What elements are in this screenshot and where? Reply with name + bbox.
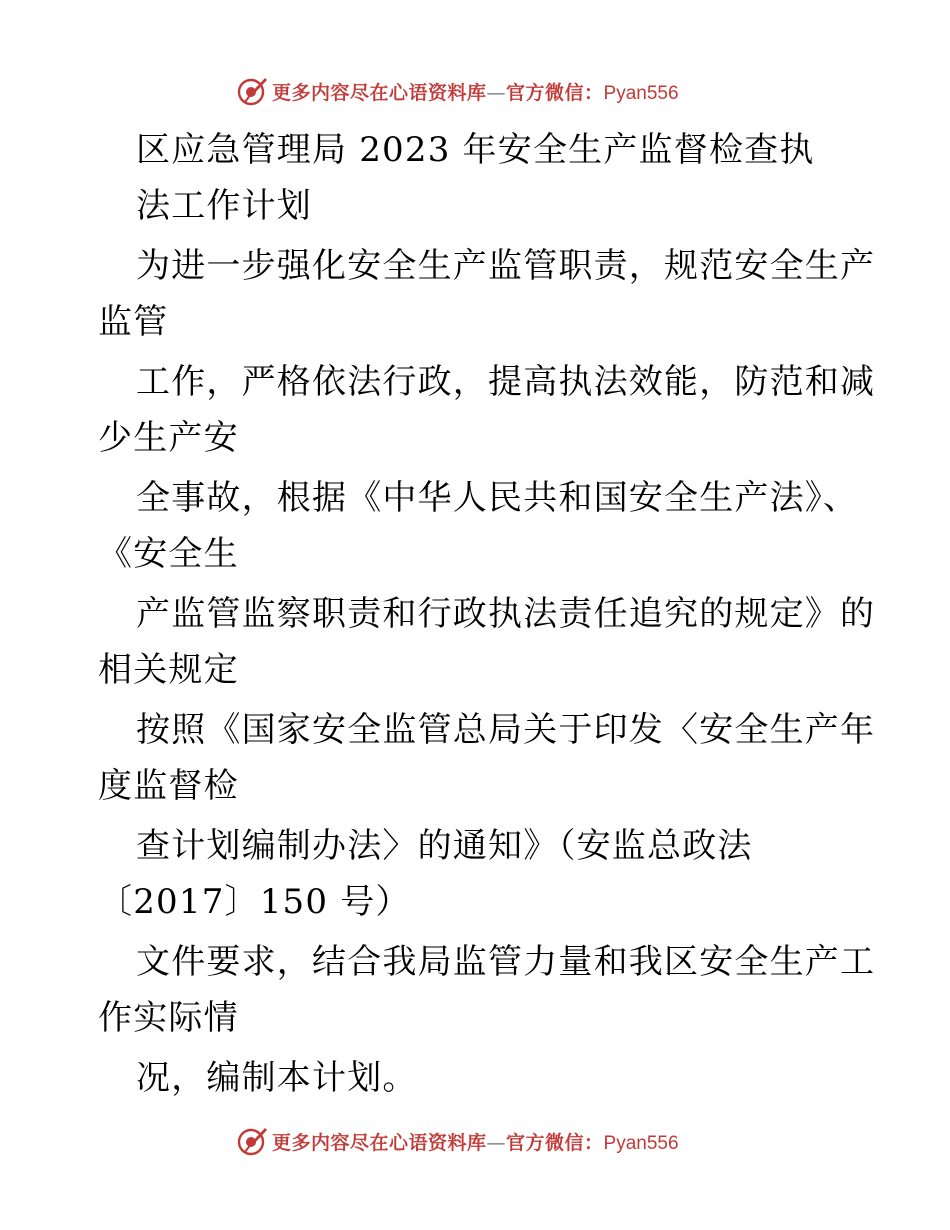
text-line: 全事故，根据《中华人民共和国安全生产法》、 — [136, 478, 859, 518]
footer-watermark — [236, 1124, 716, 1158]
text-line: 查计划编制办法〉的通知》（安监总政法 — [136, 826, 753, 866]
watermark-wechat-id: Pyan556 — [603, 1132, 679, 1154]
watermark-text — [272, 1128, 679, 1155]
text-line: 少生产安 — [98, 418, 239, 458]
watermark-text — [272, 78, 679, 105]
watermark-main-text: 更多内容尽在心语资料库 — [272, 81, 487, 104]
watermark-wechat-id: Pyan556 — [603, 82, 679, 104]
watermark-wechat-label: 官方微信： — [506, 81, 604, 104]
quill-logo-icon — [236, 1125, 268, 1157]
title-line-1: 区应急管理局 2023 年安全生产监督检查执 — [136, 130, 815, 170]
watermark-dash: — — [486, 1131, 507, 1154]
text-line: 相关规定 — [98, 650, 239, 690]
header-watermark — [236, 74, 716, 108]
watermark-dash: — — [486, 81, 507, 104]
text-line: 作实际情 — [98, 998, 239, 1038]
text-line: 文件要求，结合我局监管力量和我区安全生产工 — [136, 942, 876, 982]
text-line: 工作，严格依法行政，提高执法效能，防范和减 — [136, 362, 876, 402]
text-line: 《安全生 — [98, 534, 239, 574]
quill-logo-icon — [236, 75, 268, 107]
text-line: 产监管监察职责和行政执法责任追究的规定》的 — [136, 594, 876, 634]
text-line: 按照《国家安全监管总局关于印发〈安全生产年 — [136, 710, 876, 750]
title-line-2: 法工作计划 — [136, 186, 312, 226]
text-line: 况，编制本计划。 — [136, 1058, 418, 1098]
text-line: 监管 — [98, 302, 169, 342]
text-line: 〔2017〕150 号） — [98, 882, 411, 922]
watermark-wechat-label: 官方微信： — [506, 1131, 604, 1154]
text-line: 度监督检 — [98, 766, 239, 806]
watermark-main-text: 更多内容尽在心语资料库 — [272, 1131, 487, 1154]
text-line: 为进一步强化安全生产监管职责，规范安全生产 — [136, 246, 876, 286]
